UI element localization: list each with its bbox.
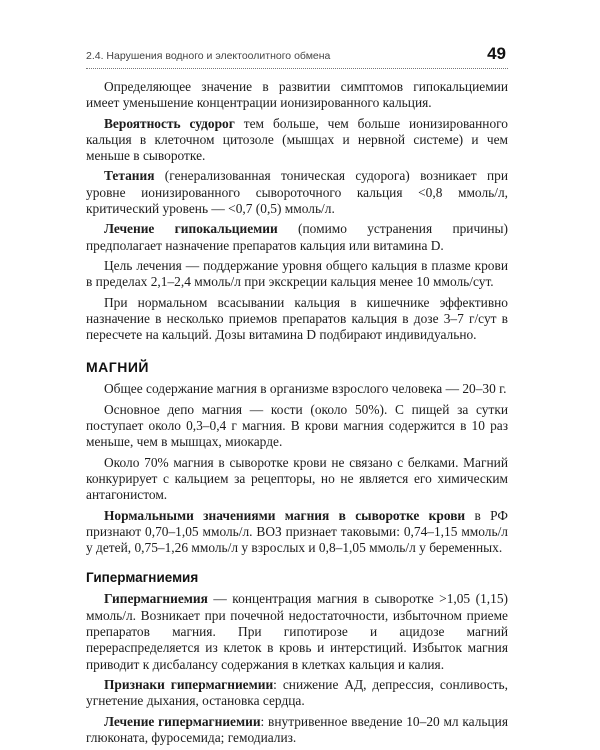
paragraph: Цель лечения — поддержание уровня общего кальция в плазме крови в пределах 2,1–2,4 ммоль/л при экскреции кальция менее 10 ммоль/сут.	[86, 257, 508, 290]
term: Тетания	[104, 168, 155, 184]
paragraph: Около 70% магния в сыворотке крови не связано с белками. Магний конкурирует с кальцием за рецепторы, но не является его химическим антагонистом.	[86, 454, 508, 503]
paragraph: При нормальном всасывании кальция в кишечнике эффективно назначение в несколько приемов препаратов кальция в дозе 3–7 г/сут в пересчете на кальций. Дозы витамина D подбирают индивидуально.	[86, 294, 508, 343]
paragraph: Нормальными значениями магния в сыворотке крови в РФ признают 0,70–1,05 ммоль/л. ВОЗ признает таковыми: 0,74–1,15 ммоль/л у детей, 0,75–1,26 ммоль/л у взрослых и 0,8–1,05 ммоль/л у беременных.	[86, 507, 508, 556]
term: Вероятность судорог	[104, 115, 235, 131]
section-heading-magnesium: МАГНИЙ	[86, 359, 149, 376]
subsection-heading-hypermagnesemia: Гипермагниемия	[86, 570, 199, 586]
term: Признаки гипермагниемии	[104, 676, 274, 692]
paragraph: Лечение гипокальциемии (помимо устранения причины) предполагает назначение препаратов кальция или витамина D.	[86, 221, 508, 253]
paragraph: Общее содержание магния в организме взрослого человека — 20–30 г.	[104, 381, 507, 397]
term: Лечение гипермагниемии	[104, 713, 261, 729]
paragraph: Признаки гипермагниемии: снижение АД, депрессия, сонливость, угнетение дыхания, остановка сердца.	[86, 676, 508, 709]
paragraph: Основное депо магния — кости (около 50%). С пищей за сутки поступает около 0,3–0,4 г магния. В крови магния содержится в 10 раз меньше, чем в мышцах, миокарде.	[86, 401, 508, 450]
paragraph: Определяющее значение в развитии симптомов гипокальциемии имеет уменьшение концентрации ионизированного кальция.	[86, 79, 508, 111]
paragraph: Тетания (генерализованная тоническая судорога) возникает при уровне ионизированного сывороточного кальция <0,8 ммоль/л, критический уровень — <0,7 (0,5) ммоль/л.	[86, 168, 508, 217]
page-number: 49	[487, 44, 506, 63]
page-header	[86, 40, 508, 69]
running-head: 2.4. Нарушения водного и электоолитного обмена	[86, 50, 331, 62]
paragraph: Лечение гипермагниемии: внутривенное введение 10–20 мл кальция глюконата, фуросемида; гемодиализ.	[86, 713, 508, 745]
term: Гипермагниемия	[104, 591, 208, 607]
paragraph: Гипермагниемия — концентрация магния в сыворотке >1,05 (1,15) ммоль/л. Возникает при почечной недостаточности, избыточном приеме препаратов магния. При гипотирозе и ацидозе магний перераспределяется из клеток в кровь и интерстиций. Избыток магния приводит к дисбалансу содержания в клетках кальция и калия.	[86, 591, 508, 672]
term: Нормальными значениями магния в сыворотке крови	[104, 507, 466, 523]
paragraph: Вероятность судорог тем больше, чем больше ионизированного кальция в клеточном цитозоле (мышцах и нервной системе) и чем меньше в сыворотке.	[86, 115, 508, 164]
term: Лечение гипокальциемии	[104, 221, 278, 237]
page-body	[86, 79, 508, 750]
